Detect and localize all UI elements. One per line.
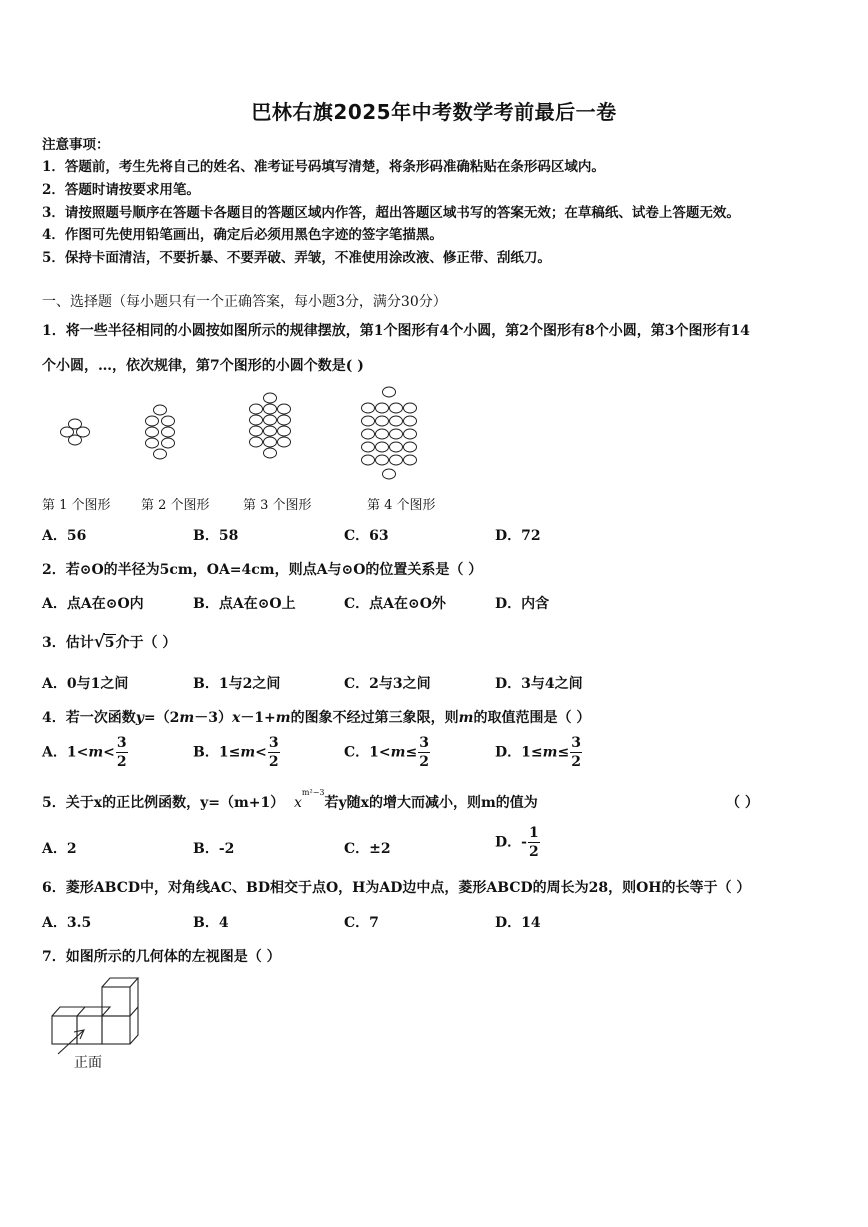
fraction-numerator: 3 bbox=[419, 735, 429, 751]
fraction-denominator: 2 bbox=[419, 754, 429, 770]
notice-heading: 注意事项： bbox=[42, 137, 110, 153]
q4-var-m: m bbox=[458, 710, 474, 726]
q4-var-m: m bbox=[275, 710, 291, 726]
fraction-numerator: 3 bbox=[571, 735, 581, 751]
q5-option-a: A．2 bbox=[42, 841, 77, 857]
q5-option-d bbox=[495, 826, 540, 859]
q4-stem-post: 的图象不经过第三象限，则 bbox=[290, 710, 459, 726]
fraction-denominator: 2 bbox=[268, 754, 279, 770]
section-heading: 一、选择题（每小题只有一个正确答案，每小题3分，满分30分） bbox=[42, 294, 447, 310]
q4-stem-mid2: －1+ bbox=[240, 710, 276, 726]
q4-stem-eq: =（2 bbox=[143, 710, 180, 726]
q4-var-y: y bbox=[135, 710, 144, 726]
q2-stem: 2．若⊙O的半径为5cm，OA=4cm，则点A与⊙O的位置关系是（ ） bbox=[42, 562, 483, 578]
q4-stem bbox=[42, 707, 590, 727]
q6-stem: 6．菱形ABCD中，对角线AC、BD相交于点O，H为AD边中点，菱形ABCD的周长为28，则OH的长等于（ ） bbox=[42, 880, 751, 896]
q4-option-d-var: m bbox=[542, 744, 558, 761]
q4-option-b-pre: B．1≤ bbox=[193, 744, 241, 761]
q4-option-b-var: m bbox=[240, 744, 256, 761]
notice-item-4: 4．作图可先使用铅笔画出，确定后必须用黑色字迹的签字笔描黑。 bbox=[42, 227, 443, 243]
notice-item-5: 5．保持卡面清洁，不要折暴、不要弄破、弄皱，不准使用涂改液、修正带、刮纸刀。 bbox=[42, 250, 551, 266]
fraction-numerator: 1 bbox=[528, 825, 539, 841]
q1-caption-4: 第 4 个图形 bbox=[367, 498, 436, 513]
q1-caption-3: 第 3 个图形 bbox=[243, 498, 312, 513]
q6-option-d: D．14 bbox=[495, 915, 541, 931]
q5-power-base: x bbox=[294, 795, 302, 811]
notice-item-3: 3．请按照题号顺序在答题卡各题目的答题区域内作答，超出答题区域书写的答案无效；在草稿纸、试卷上答题无效。 bbox=[42, 205, 740, 221]
q4-option-d-rel: ≤ bbox=[557, 744, 570, 761]
fraction bbox=[268, 736, 280, 769]
q1-option-c: C．63 bbox=[344, 528, 389, 544]
fraction bbox=[418, 736, 430, 769]
q7-cube-solid-figure bbox=[40, 970, 180, 1080]
q4-option-d-pre: D．1≤ bbox=[495, 744, 543, 761]
q1-stem-line2: 个小圆，…，依次规律，第7个图形的小圆个数是( ) bbox=[42, 358, 364, 374]
q5-stem-pre: 5．关于x的正比例函数，y=（m+1） bbox=[42, 795, 285, 811]
q1-caption-1: 第 1 个图形 bbox=[42, 498, 111, 513]
fraction bbox=[528, 826, 540, 859]
q4-stem-pre: 4．若一次函数 bbox=[42, 710, 136, 726]
q2-option-c: C．点A在⊙O外 bbox=[344, 596, 446, 612]
q5-stem-post: 若y随x的增大而减小，则m的值为 bbox=[324, 795, 538, 811]
q4-option-c-rel: ≤ bbox=[405, 744, 418, 761]
q4-stem-mid: －3） bbox=[194, 710, 232, 726]
q4-option-a-rel: < bbox=[103, 744, 115, 761]
q7-front-label: 正面 bbox=[74, 1055, 102, 1071]
sqrt-symbol: √ 5 bbox=[93, 632, 115, 652]
q4-option-c-var: m bbox=[390, 744, 406, 761]
fraction-denominator: 2 bbox=[116, 754, 127, 770]
notice-item-2: 2．答题时请按要求用笔。 bbox=[42, 182, 200, 198]
q1-option-b: B．58 bbox=[193, 528, 239, 544]
q5-stem bbox=[42, 788, 538, 812]
q4-option-d bbox=[495, 736, 582, 769]
q5-option-b: B．-2 bbox=[193, 841, 235, 857]
fraction bbox=[116, 736, 128, 769]
q4-option-c bbox=[344, 736, 430, 769]
q1-option-a: A．56 bbox=[42, 528, 87, 544]
q3-stem bbox=[42, 632, 176, 652]
q5-answer-paren: （ ） bbox=[726, 795, 759, 811]
q3-stem-post: 介于（ ） bbox=[115, 635, 177, 651]
q1-option-d: D．72 bbox=[495, 528, 541, 544]
q4-option-a bbox=[42, 736, 128, 769]
page-title: 巴林右旗2025年中考数学考前最后一卷 bbox=[251, 100, 617, 124]
q6-option-b: B．4 bbox=[193, 915, 229, 931]
q4-stem-post2: 的取值范围是（ ） bbox=[473, 710, 591, 726]
fraction-numerator: 3 bbox=[116, 735, 127, 751]
q5-option-d-pre: D．- bbox=[495, 834, 527, 851]
notice-item-1: 1．答题前，考生先将自己的姓名、准考证号码填写清楚，将条形码准确粘贴在条形码区域内。 bbox=[42, 159, 605, 175]
q4-option-a-pre: A．1< bbox=[42, 744, 89, 761]
fraction bbox=[570, 736, 582, 769]
q4-option-b-rel: < bbox=[255, 744, 267, 761]
q2-option-a: A．点A在⊙O内 bbox=[42, 596, 144, 612]
q5-option-c: C．±2 bbox=[344, 841, 391, 857]
q1-stem-line1: 1．将一些半径相同的小圆按如图所示的规律摆放，第1个图形有4个小圆，第2个图形有8个小圆，第3个图形有14 bbox=[42, 323, 750, 339]
q6-option-a: A．3.5 bbox=[42, 915, 92, 931]
q4-var-x: x bbox=[231, 710, 241, 726]
q4-option-b bbox=[193, 736, 280, 769]
q3-radicand: 5 bbox=[104, 635, 115, 651]
fraction-numerator: 3 bbox=[268, 735, 279, 751]
fraction-denominator: 2 bbox=[528, 844, 539, 860]
q3-stem-pre: 3．估计 bbox=[42, 635, 94, 651]
q4-option-a-var: m bbox=[88, 744, 104, 761]
q4-option-c-pre: C．1< bbox=[344, 744, 391, 761]
q2-option-d: D．内含 bbox=[495, 596, 550, 612]
q3-option-b: B．1与2之间 bbox=[193, 676, 281, 692]
q2-option-b: B．点A在⊙O上 bbox=[193, 596, 296, 612]
q1-circle-patterns bbox=[0, 380, 868, 510]
q3-option-d: D．3与4之间 bbox=[495, 676, 583, 692]
q4-var-m: m bbox=[179, 710, 195, 726]
fraction-denominator: 2 bbox=[571, 754, 581, 770]
q3-option-c: C．2与3之间 bbox=[344, 676, 431, 692]
q3-option-a: A．0与1之间 bbox=[42, 676, 129, 692]
q1-caption-2: 第 2 个图形 bbox=[141, 498, 210, 513]
q7-stem: 7．如图所示的几何体的左视图是（ ） bbox=[42, 949, 281, 965]
q6-option-c: C．7 bbox=[344, 915, 379, 931]
q5-power-exponent: m²−3 bbox=[301, 788, 325, 798]
